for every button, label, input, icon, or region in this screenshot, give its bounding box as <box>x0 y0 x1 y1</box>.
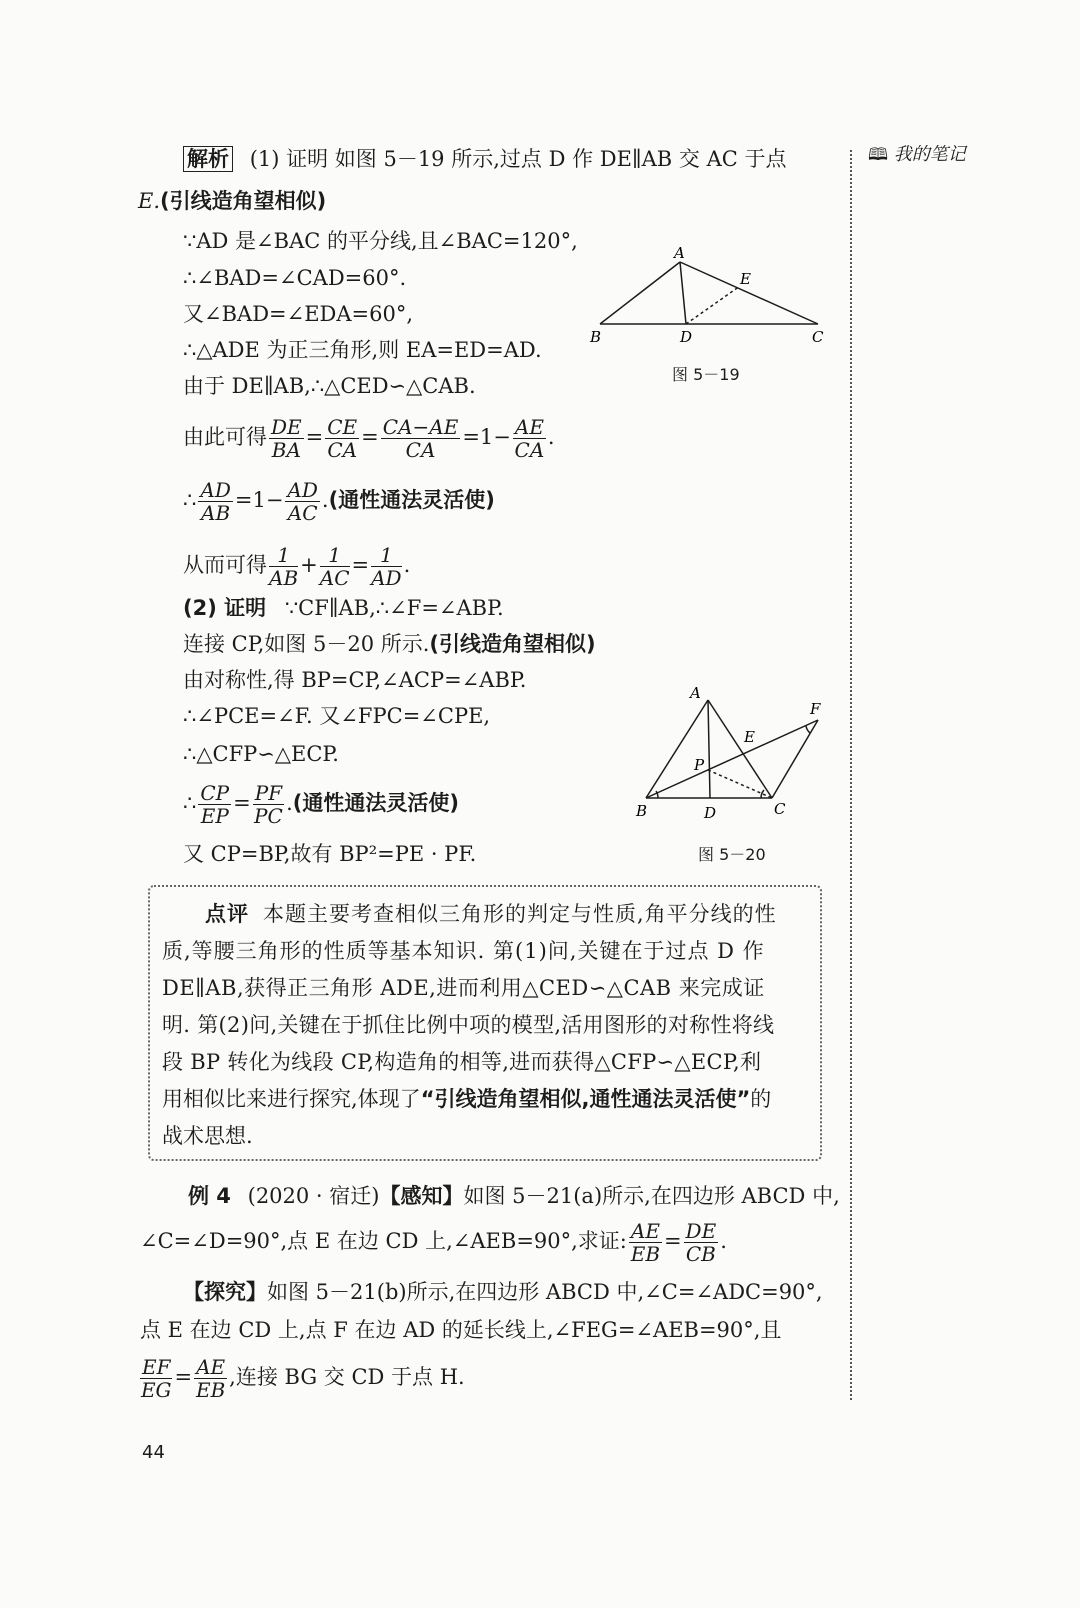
fraction: $\frac{CE}{CA}$ <box>327 415 358 462</box>
comment-line-3: DE∥AB,获得正三角形 ADE,进而利用△CED∽△CAB 来完成证 <box>162 976 765 1000</box>
fraction: $\frac{DE}{BA}$ <box>271 415 302 462</box>
analysis-line-3: ∵AD 是∠BAC 的平分线,且∠BAC=120°, <box>183 229 578 253</box>
analysis-line-9: ∴ $\frac{AD}{AB}$ =1− $\frac{AD}{AC}$ .(通性通法灵活使) <box>183 478 495 525</box>
example-line-2: ∠C=∠D=90°,点 E 在边 CD 上,∠AEB=90°,求证: $\frac{AE}{EB}$ = $\frac{DE}{CB}$ . <box>140 1219 727 1266</box>
analysis-line-7: 由于 DE∥AB,∴△CED∽△CAB. <box>183 374 476 398</box>
example-line-3: 【探究】如图 5－21(b)所示,在四边形 ABCD 中,∠C=∠ADC=90°, <box>183 1280 823 1304</box>
analysis-line-15: ∴△CFP∽△ECP. <box>183 742 339 766</box>
analysis-line-10: 从而可得 $\frac{1}{AB}$ + $\frac{1}{AC}$ = $\frac{1}{AD}$ . <box>183 543 411 590</box>
example-line-4: 点 E 在边 CD 上,点 F 在边 AD 的延长线上,∠FEG=∠AEB=90°,且 <box>140 1318 782 1342</box>
segment-de <box>686 286 740 324</box>
comment-line-4: 明. 第(2)问,关键在于抓住比例中项的模型,活用图形的对称性将线 <box>162 1013 775 1037</box>
comment-line-1: 点评 本题主要考查相似三角形的判定与性质,角平分线的性 <box>205 902 777 926</box>
angle-mark-f <box>806 726 810 733</box>
segment-ad <box>708 700 710 798</box>
label-f: F <box>810 700 821 718</box>
label-d: D <box>680 328 693 346</box>
segment-ab <box>600 262 680 324</box>
label-c: C <box>812 328 824 346</box>
label-p: P <box>694 756 705 774</box>
fraction: $\frac{EF}{EG}$ <box>140 1355 172 1402</box>
analysis-line-8: 由此可得 $\frac{DE}{BA}$ = $\frac{CE}{CA}$ = $\frac{CA-AE}{CA}$ =1− $\frac{AE}{CA}$ . <box>183 415 555 462</box>
analysis-line-16: ∴ $\frac{CP}{EP}$ = $\frac{PF}{PC}$ .(通性通法灵活使) <box>183 781 459 828</box>
label-c: C <box>774 800 786 818</box>
comment-line-2: 质,等腰三角形的性质等基本知识. 第(1)问,关键在于过点 D 作 <box>162 939 765 963</box>
fraction: $\frac{1}{AD}$ <box>371 543 402 590</box>
segment-ac <box>708 700 772 798</box>
fraction: $\frac{PF}{PC}$ <box>254 781 283 828</box>
figure-5-20 <box>630 680 830 825</box>
analysis-line-14: ∴∠PCE=∠F. 又∠FPC=∠CPE, <box>183 704 491 728</box>
label-b: B <box>636 802 648 820</box>
label-e: E <box>740 270 751 288</box>
fraction: $\frac{1}{AB}$ <box>269 543 299 590</box>
segment-bf <box>646 720 818 798</box>
fraction: $\frac{AD}{AC}$ <box>287 478 318 525</box>
fraction: $\frac{CA-AE}{CA}$ <box>382 415 459 462</box>
analysis-line-13: 由对称性,得 BP=CP,∠ACP=∠ABP. <box>183 668 527 692</box>
label-e: E <box>744 728 755 746</box>
analysis-line-6: ∴△ADE 为正三角形,则 EA=ED=AD. <box>183 338 542 362</box>
fraction: $\frac{AE}{EB}$ <box>630 1219 661 1266</box>
analysis-line-11: (2) 证明 ∵CF∥AB,∴∠F=∠ABP. <box>183 596 504 620</box>
analysis-line-12: 连接 CP,如图 5－20 所示.(引线造角望相似) <box>183 632 596 656</box>
fraction: $\frac{DE}{CB}$ <box>685 1219 717 1266</box>
fraction: $\frac{AE}{CA}$ <box>514 415 545 462</box>
segment-ad <box>680 262 686 324</box>
fraction: $\frac{AD}{AB}$ <box>200 478 231 525</box>
label-b: B <box>590 328 602 346</box>
example-title: 例 4 <box>188 1184 231 1208</box>
segment-cf <box>772 720 818 798</box>
figure-5-20-caption: 图 5－20 <box>698 845 766 864</box>
notes-separator <box>850 150 852 1400</box>
figure-5-19-caption: 图 5－19 <box>672 365 740 384</box>
fraction: $\frac{CP}{EP}$ <box>200 781 230 828</box>
figure-5-19 <box>580 240 840 355</box>
analysis-line-2: E.(引线造角望相似) <box>138 189 327 213</box>
label-a: A <box>690 684 701 702</box>
analysis-line-4: ∴∠BAD=∠CAD=60°. <box>183 266 407 290</box>
example-line-5: $\frac{EF}{EG}$ = $\frac{AE}{EB}$ ,连接 BG 交 CD 于点 H. <box>140 1355 465 1402</box>
page-number: 44 <box>142 1442 165 1463</box>
fraction: $\frac{AE}{EB}$ <box>195 1355 226 1402</box>
comment-line-6: 用相似比来进行探究,体现了“引线造角望相似,通性通法灵活使”的 <box>162 1087 772 1111</box>
example-line-1: 例 4 (2020 · 宿迁)【感知】如图 5－21(a)所示,在四边形 ABCD 中, <box>188 1184 840 1208</box>
fraction: $\frac{1}{AC}$ <box>319 543 350 590</box>
comment-line-5: 段 BP 转化为线段 CP,构造角的相等,进而获得△CFP∽△ECP,利 <box>162 1050 762 1074</box>
comment-line-7: 战术思想. <box>162 1124 253 1148</box>
label-d: D <box>704 804 717 822</box>
analysis-tag: 解析 <box>183 146 233 172</box>
notes-header <box>868 140 966 171</box>
analysis-line-17: 又 CP=BP,故有 BP²=PE · PF. <box>183 842 477 866</box>
notes-label: 我的笔记 <box>893 144 966 165</box>
analysis-line-5: 又∠BAD=∠EDA=60°, <box>183 302 414 326</box>
comment-title: 点评 <box>205 902 249 926</box>
open-book-icon: 🕮 <box>868 145 889 165</box>
analysis-line-1: 解析 (1) 证明 如图 5－19 所示,过点 D 作 DE∥AB 交 AC 于点 <box>183 143 786 175</box>
label-a: A <box>674 244 685 262</box>
